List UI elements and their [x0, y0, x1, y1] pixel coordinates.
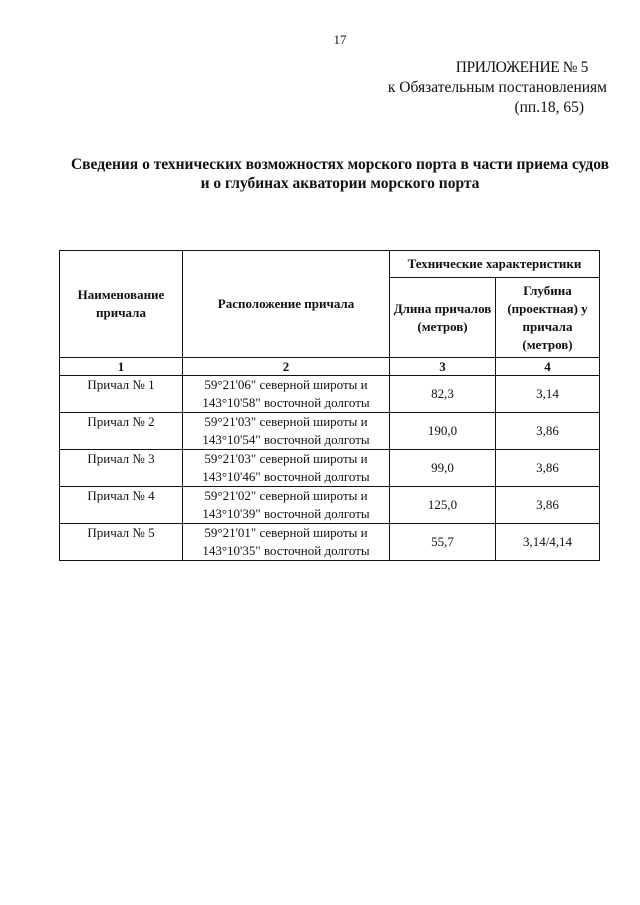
- header-berth-location: Расположение причала: [183, 251, 390, 358]
- berth-location: [183, 413, 390, 450]
- berth-longitude: 143°10'39" восточной долготы: [202, 506, 370, 521]
- berth-length: 190,0: [390, 413, 496, 450]
- table-row: [60, 450, 600, 487]
- berth-name: Причал № 5: [60, 524, 183, 561]
- table-row: [60, 376, 600, 413]
- berth-depth: 3,86: [496, 413, 600, 450]
- berth-latitude: 59°21'02" северной широты и: [204, 488, 368, 503]
- header-berth-depth: Глубина (проектная) у причала (метров): [496, 278, 600, 358]
- column-number: 2: [183, 358, 390, 376]
- berth-location: [183, 487, 390, 524]
- document-title: [60, 155, 620, 193]
- column-number: 4: [496, 358, 600, 376]
- header-berth-length: Длина причалов (метров): [390, 278, 496, 358]
- berth-location: [183, 524, 390, 561]
- berth-name: Причал № 3: [60, 450, 183, 487]
- berth-latitude: 59°21'03" северной широты и: [204, 414, 368, 429]
- document-title-line-2: и о глубинах акватории морского порта: [200, 175, 480, 192]
- berth-name: Причал № 4: [60, 487, 183, 524]
- berths-table: [59, 250, 600, 561]
- column-number: 3: [390, 358, 496, 376]
- berth-latitude: 59°21'01" северной широты и: [204, 525, 368, 540]
- berth-depth: 3,86: [496, 487, 600, 524]
- berth-depth: 3,86: [496, 450, 600, 487]
- berth-depth: 3,14/4,14: [496, 524, 600, 561]
- table-row: [60, 524, 600, 561]
- header-technical-characteristics: Технические характеристики: [390, 251, 600, 278]
- berth-length: 82,3: [390, 376, 496, 413]
- berth-longitude: 143°10'46" восточной долготы: [202, 469, 370, 484]
- table-row: [60, 413, 600, 450]
- berth-length: 55,7: [390, 524, 496, 561]
- berth-longitude: 143°10'54" восточной долготы: [202, 432, 370, 447]
- berth-name: Причал № 1: [60, 376, 183, 413]
- berth-latitude: 59°21'06" северной широты и: [204, 377, 368, 392]
- appendix-subtitle: к Обязательным постановлениям: [387, 79, 607, 96]
- berth-location: [183, 450, 390, 487]
- berth-latitude: 59°21'03" северной широты и: [204, 451, 368, 466]
- document-title-line-1: Сведения о технических возможностях морского порта в части приема судов: [70, 156, 610, 173]
- appendix-header: [388, 58, 607, 118]
- berth-location: [183, 376, 390, 413]
- appendix-reference: (пп.18, 65): [514, 99, 584, 116]
- column-number: 1: [60, 358, 183, 376]
- berth-depth: 3,14: [496, 376, 600, 413]
- berth-name: Причал № 2: [60, 413, 183, 450]
- berth-length: 99,0: [390, 450, 496, 487]
- berth-length: 125,0: [390, 487, 496, 524]
- berth-longitude: 143°10'58" восточной долготы: [202, 395, 370, 410]
- berth-longitude: 143°10'35" восточной долготы: [202, 543, 370, 558]
- page-number: 17: [333, 32, 347, 47]
- table-row: [60, 487, 600, 524]
- appendix-title: ПРИЛОЖЕНИЕ № 5: [455, 59, 588, 76]
- header-berth-name: Наименование причала: [60, 251, 183, 358]
